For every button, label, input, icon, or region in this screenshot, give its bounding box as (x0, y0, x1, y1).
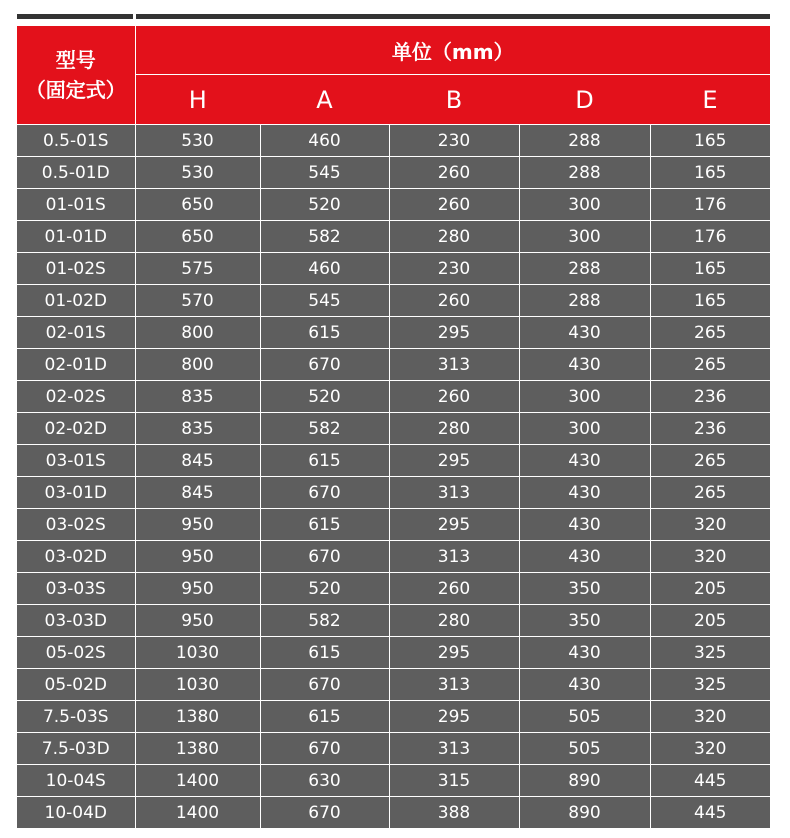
table-row (17, 317, 770, 349)
top-divider-bar (17, 14, 770, 19)
b-cell: 260 (389, 381, 519, 413)
h-cell: 1400 (135, 765, 260, 797)
table-row (17, 765, 770, 797)
h-cell: 845 (135, 445, 260, 477)
a-cell: 615 (260, 701, 389, 733)
h-cell: 1400 (135, 797, 260, 829)
e-cell: 165 (650, 253, 770, 285)
e-cell: 320 (650, 701, 770, 733)
h-cell: 845 (135, 477, 260, 509)
h-cell: 800 (135, 349, 260, 381)
b-cell: 230 (389, 125, 519, 157)
model-cell: 10-04S (17, 765, 135, 797)
model-cell: 01-01D (17, 221, 135, 253)
table-row (17, 253, 770, 285)
h-cell: 950 (135, 605, 260, 637)
model-cell: 01-01S (17, 189, 135, 221)
a-cell: 460 (260, 253, 389, 285)
table-row (17, 605, 770, 637)
e-cell: 265 (650, 349, 770, 381)
model-cell: 02-01D (17, 349, 135, 381)
b-cell: 295 (389, 509, 519, 541)
d-cell: 430 (519, 349, 650, 381)
d-cell: 300 (519, 221, 650, 253)
d-cell: 300 (519, 413, 650, 445)
column-header-b: B (389, 75, 519, 125)
model-cell: 02-02D (17, 413, 135, 445)
d-cell: 430 (519, 541, 650, 573)
h-cell: 570 (135, 285, 260, 317)
d-cell: 890 (519, 797, 650, 829)
e-cell: 265 (650, 317, 770, 349)
e-cell: 165 (650, 125, 770, 157)
column-header-d: D (519, 75, 650, 125)
table-row (17, 797, 770, 829)
a-cell: 582 (260, 221, 389, 253)
a-cell: 615 (260, 445, 389, 477)
table-row (17, 509, 770, 541)
model-cell: 02-02S (17, 381, 135, 413)
h-cell: 950 (135, 541, 260, 573)
e-cell: 445 (650, 797, 770, 829)
d-cell: 505 (519, 733, 650, 765)
table-row (17, 669, 770, 701)
a-cell: 670 (260, 477, 389, 509)
a-cell: 670 (260, 541, 389, 573)
a-cell: 630 (260, 765, 389, 797)
e-cell: 205 (650, 573, 770, 605)
a-cell: 582 (260, 413, 389, 445)
a-cell: 520 (260, 381, 389, 413)
d-cell: 430 (519, 669, 650, 701)
d-cell: 288 (519, 125, 650, 157)
b-cell: 260 (389, 285, 519, 317)
unit-header: 单位（mm） (135, 26, 770, 75)
h-cell: 575 (135, 253, 260, 285)
h-cell: 835 (135, 381, 260, 413)
e-cell: 320 (650, 541, 770, 573)
table-row (17, 189, 770, 221)
table-row (17, 573, 770, 605)
spec-table (17, 26, 770, 828)
column-header-h: H (135, 75, 260, 125)
table-row (17, 157, 770, 189)
a-cell: 615 (260, 637, 389, 669)
table-row (17, 477, 770, 509)
table-row (17, 733, 770, 765)
b-cell: 295 (389, 701, 519, 733)
h-cell: 1380 (135, 733, 260, 765)
b-cell: 260 (389, 157, 519, 189)
e-cell: 265 (650, 477, 770, 509)
h-cell: 530 (135, 125, 260, 157)
table-row (17, 381, 770, 413)
d-cell: 430 (519, 509, 650, 541)
column-header-e: E (650, 75, 770, 125)
model-cell: 03-02D (17, 541, 135, 573)
h-cell: 835 (135, 413, 260, 445)
model-header (17, 26, 135, 125)
column-header-a: A (260, 75, 389, 125)
b-cell: 313 (389, 541, 519, 573)
h-cell: 1030 (135, 669, 260, 701)
h-cell: 950 (135, 573, 260, 605)
d-cell: 505 (519, 701, 650, 733)
e-cell: 320 (650, 733, 770, 765)
h-cell: 530 (135, 157, 260, 189)
model-cell: 7.5-03S (17, 701, 135, 733)
b-cell: 295 (389, 317, 519, 349)
a-cell: 545 (260, 285, 389, 317)
h-cell: 1030 (135, 637, 260, 669)
a-cell: 460 (260, 125, 389, 157)
h-cell: 800 (135, 317, 260, 349)
a-cell: 670 (260, 797, 389, 829)
b-cell: 280 (389, 413, 519, 445)
e-cell: 165 (650, 157, 770, 189)
b-cell: 313 (389, 669, 519, 701)
h-cell: 650 (135, 189, 260, 221)
model-cell: 03-03D (17, 605, 135, 637)
b-cell: 295 (389, 637, 519, 669)
table-row (17, 221, 770, 253)
model-cell: 03-02S (17, 509, 135, 541)
model-cell: 05-02S (17, 637, 135, 669)
model-cell: 0.5-01D (17, 157, 135, 189)
h-cell: 1380 (135, 701, 260, 733)
model-cell: 03-01S (17, 445, 135, 477)
b-cell: 260 (389, 573, 519, 605)
b-cell: 313 (389, 733, 519, 765)
model-cell: 0.5-01S (17, 125, 135, 157)
table-row (17, 541, 770, 573)
a-cell: 545 (260, 157, 389, 189)
b-cell: 280 (389, 221, 519, 253)
e-cell: 236 (650, 381, 770, 413)
model-cell: 03-03S (17, 573, 135, 605)
e-cell: 445 (650, 765, 770, 797)
h-cell: 950 (135, 509, 260, 541)
e-cell: 325 (650, 669, 770, 701)
table-row (17, 701, 770, 733)
table-row (17, 285, 770, 317)
e-cell: 165 (650, 285, 770, 317)
model-cell: 03-01D (17, 477, 135, 509)
table-row (17, 637, 770, 669)
e-cell: 205 (650, 605, 770, 637)
e-cell: 176 (650, 221, 770, 253)
b-cell: 388 (389, 797, 519, 829)
table-row (17, 349, 770, 381)
table-body (17, 125, 770, 829)
b-cell: 313 (389, 349, 519, 381)
d-cell: 430 (519, 317, 650, 349)
table-row (17, 125, 770, 157)
b-cell: 260 (389, 189, 519, 221)
model-header-subtitle: （固定式） (25, 78, 126, 102)
a-cell: 615 (260, 509, 389, 541)
d-cell: 430 (519, 445, 650, 477)
top-divider-gap (133, 10, 136, 23)
model-cell: 10-04D (17, 797, 135, 829)
e-cell: 320 (650, 509, 770, 541)
model-cell: 01-02S (17, 253, 135, 285)
a-cell: 520 (260, 189, 389, 221)
h-cell: 650 (135, 221, 260, 253)
table-row (17, 445, 770, 477)
d-cell: 288 (519, 253, 650, 285)
d-cell: 300 (519, 189, 650, 221)
model-cell: 02-01S (17, 317, 135, 349)
model-header-title: 型号 (55, 48, 96, 72)
a-cell: 520 (260, 573, 389, 605)
d-cell: 350 (519, 573, 650, 605)
a-cell: 670 (260, 349, 389, 381)
d-cell: 430 (519, 637, 650, 669)
d-cell: 890 (519, 765, 650, 797)
e-cell: 265 (650, 445, 770, 477)
e-cell: 176 (650, 189, 770, 221)
b-cell: 315 (389, 765, 519, 797)
e-cell: 236 (650, 413, 770, 445)
d-cell: 288 (519, 285, 650, 317)
b-cell: 313 (389, 477, 519, 509)
model-cell: 05-02D (17, 669, 135, 701)
b-cell: 280 (389, 605, 519, 637)
model-cell: 01-02D (17, 285, 135, 317)
d-cell: 300 (519, 381, 650, 413)
a-cell: 670 (260, 733, 389, 765)
a-cell: 670 (260, 669, 389, 701)
table-row (17, 413, 770, 445)
d-cell: 430 (519, 477, 650, 509)
a-cell: 615 (260, 317, 389, 349)
b-cell: 230 (389, 253, 519, 285)
model-cell: 7.5-03D (17, 733, 135, 765)
a-cell: 582 (260, 605, 389, 637)
e-cell: 325 (650, 637, 770, 669)
d-cell: 350 (519, 605, 650, 637)
b-cell: 295 (389, 445, 519, 477)
d-cell: 288 (519, 157, 650, 189)
